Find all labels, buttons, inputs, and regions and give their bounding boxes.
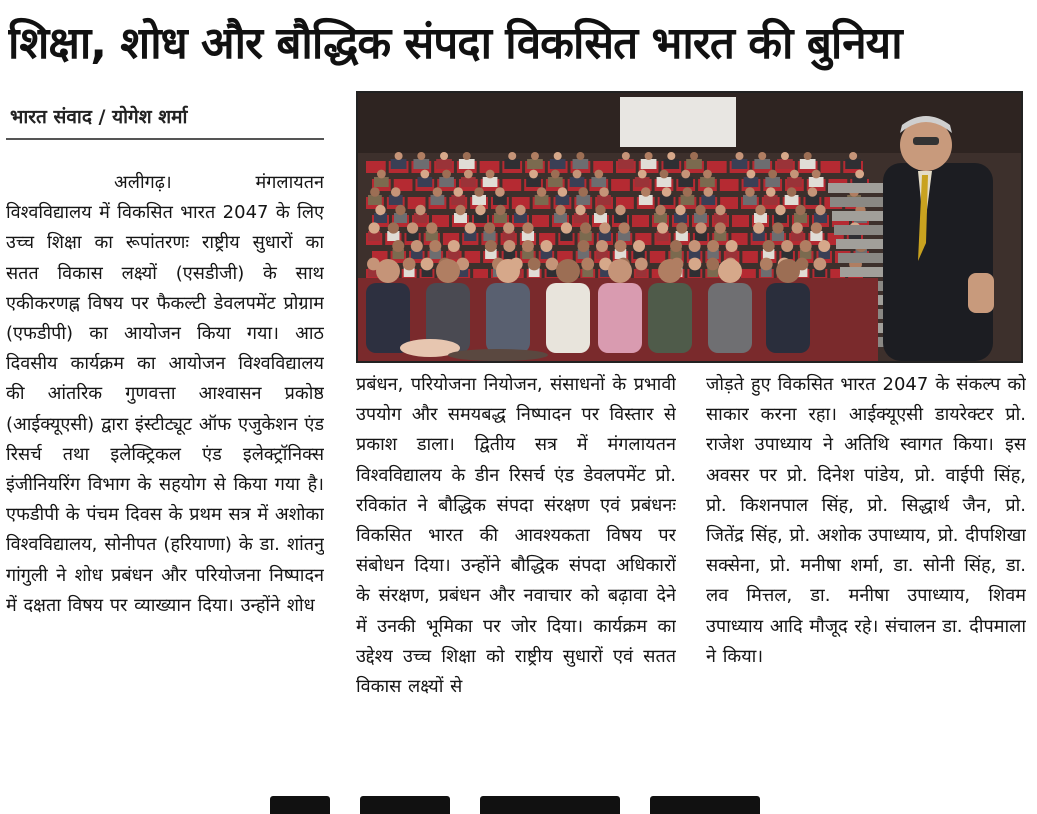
article-headline: शिक्षा, शोध और बौद्धिक संपदा विकसित भारत की बुनिया — [8, 18, 902, 69]
byline-divider — [6, 138, 324, 140]
byline: भारत संवाद / योगेश शर्मा — [10, 106, 188, 128]
article-column-1: अलीगढ़। मंगलायतन विश्वविद्यालय में विकसित भारत 2047 के लिए उच्च शिक्षा का रूपांतरणः राष्ट्रीय सुधारों का सतत विकास लक्ष्यों (एसडीजी) के साथ एकीकरणह्न विषय पर फैकल्टी डेवलपमेंट प्रोग्राम (एफडीपी) का आयोजन किया गया। आठ दिवसीय कार्यक्रम का आयोजन विश्वविद्यालय की आंतरिक गुणवत्ता आश्वासन प्रकोष्ठ (आईक्यूएसी) द्वारा इंस्टीट्यूट ऑफ एजुकेशन एंड रिसर्च तथा इलेक्ट्रिकल एंड इलेक्ट्रॉनिक्स इंजीनियरिंग विभाग के सहयोग से किया गया है। एफडीपी के पंचम दिवस के प्रथम सत्र में अशोका विश्वविद्यालय, सोनीपत (हरियाणा) के डा. शांतनु गांगुली ने शोध प्रबंधन और परियोजना निष्पादन में दक्षता विषय पर व्याख्यान दिया। उन्होंने शोध — [6, 172, 324, 616]
next-headline-fragment — [270, 796, 930, 814]
event-photo — [356, 91, 1023, 363]
article-column-3: जोड़ते हुए विकसित भारत 2047 के संकल्प को साकार करना रहा। आईक्यूएसी डायरेक्टर प्रो. राजेश उपाध्याय ने अतिथि स्वागत किया। इस अवसर पर प्रो. दिनेश पांडेय, प्रो. वाईपी सिंह, प्रो. किशनपाल सिंह, प्रो. सिद्धार्थ जैन, प्रो. जितेंद्र सिंह, प्रो. अशोक उपाध्याय, प्रो. दीपशिखा सक्सेना, प्रो. मनीषा शर्मा, डा. सोनी सिंह, डा. लव मित्तल, डा. मनीषा उपाध्याय, शिवम उपाध्याय आदि मौजूद रहे। संचालन डा. दीपमाला ने किया। — [706, 374, 1026, 667]
article-column-2: प्रबंधन, परियोजना नियोजन, संसाधनों के प्रभावी उपयोग और समयबद्ध निष्पादन पर विस्तार से प्रकाश डाला। द्वितीय सत्र में मंगलायतन विश्वविद्यालय के डीन रिसर्च एंड डेवलपमेंट प्रो. रविकांत ने बौद्धिक संपदा संरक्षण एवं प्रबंधनः विकसित भारत की आवश्यकता विषय पर संबोधन दिया। उन्होंने बौद्धिक संपदा अधिकारों के संरक्षण, प्रबंधन और नवाचार को बढ़ावा देने में उनकी भूमिका पर जोर दिया। कार्यक्रम का उद्देश्य उच्च शिक्षा को राष्ट्रीय सुधारों एवं सतत विकास लक्ष्यों से — [356, 374, 676, 698]
